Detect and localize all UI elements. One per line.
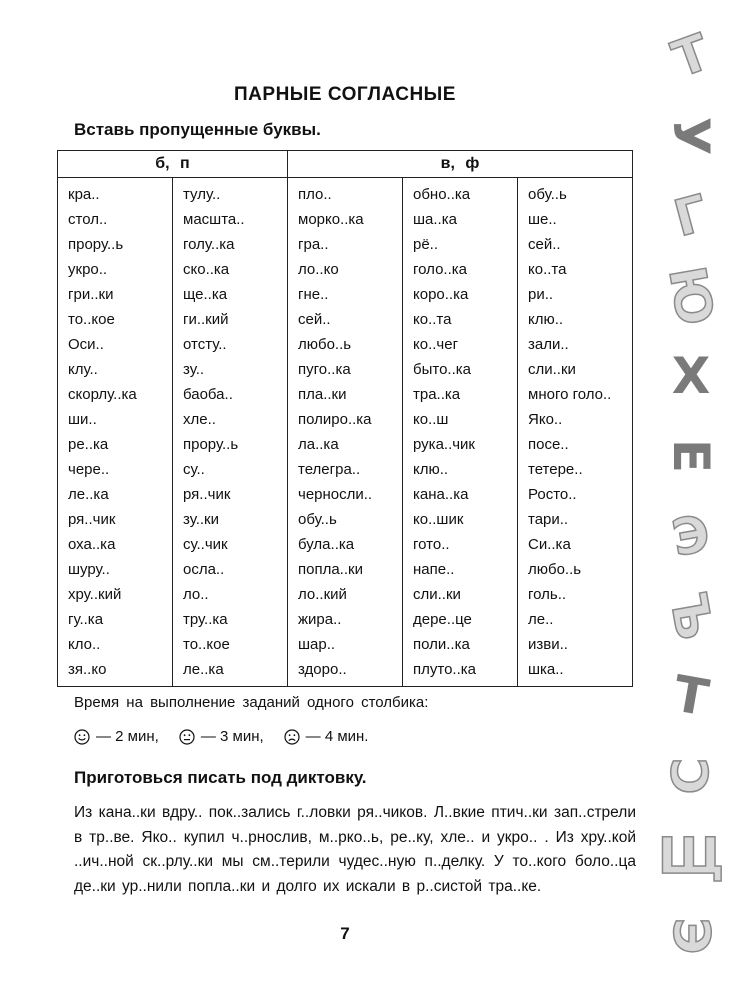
table-cell: изви.. — [518, 632, 633, 657]
table-cell: напе.. — [403, 557, 518, 582]
table-cell: скорлу..ка — [58, 382, 173, 407]
table-cell: ре..ка — [58, 432, 173, 457]
table-cell: баоба.. — [173, 382, 288, 407]
time-legend — [74, 728, 368, 745]
neutral-face-icon — [179, 729, 195, 745]
table-cell: коро..ка — [403, 282, 518, 307]
sad-face-icon — [284, 729, 300, 745]
table-cell: кло.. — [58, 632, 173, 657]
table-cell: клю.. — [403, 457, 518, 482]
table-header-row — [58, 151, 633, 178]
table-row — [58, 632, 633, 657]
dictation-title: Приготовься писать под диктовку. — [74, 768, 367, 787]
table-row — [58, 507, 633, 532]
legend-text-2-min: — 2 мин, — [96, 728, 159, 745]
table-cell: хру..кий — [58, 582, 173, 607]
table-cell: Яко.. — [518, 407, 633, 432]
table-cell: голо..ка — [403, 257, 518, 282]
table-row — [58, 532, 633, 557]
table-cell: сли..ки — [403, 582, 518, 607]
table-row — [58, 582, 633, 607]
side-letter: С — [662, 757, 720, 795]
table-cell: ря..чик — [58, 507, 173, 532]
table-cell: рё.. — [403, 232, 518, 257]
header-b-p: б, п — [58, 151, 288, 178]
table-row — [58, 407, 633, 432]
side-letter: Щ — [657, 827, 725, 885]
table-row — [58, 178, 633, 208]
side-letter: Т — [669, 664, 713, 728]
table-cell: обу..ь — [518, 178, 633, 208]
side-letters-decoration — [655, 18, 727, 988]
table-cell: ко..та — [518, 257, 633, 282]
table-cell: ла..ка — [288, 432, 403, 457]
table-cell: ле..ка — [58, 482, 173, 507]
table-cell: зя..ко — [58, 657, 173, 687]
table-cell: зу.. — [173, 357, 288, 382]
table-cell: масшта.. — [173, 207, 288, 232]
table-cell: гри..ки — [58, 282, 173, 307]
table-cell: обно..ка — [403, 178, 518, 208]
table-cell: тари.. — [518, 507, 633, 532]
table-cell: полиро..ка — [288, 407, 403, 432]
table-cell: кра.. — [58, 178, 173, 208]
side-letter: Т — [665, 22, 717, 90]
table-cell: осла.. — [173, 557, 288, 582]
table-cell: стол.. — [58, 207, 173, 232]
table-cell: оха..ка — [58, 532, 173, 557]
dictation-text: Из кана..ки вдру.. пок..зались г..ловки ря..чиков. Л..вкие птич..ки зап..стрели в тр..ве. Яко.. купил ч..рнослив, м..рко..ь, ре..ку, хле.. и укро.. . Из хру..кой ..ич..ной ск..рлу..ки мы см..терили чудес..ную п..делку. У то..кого боло..ца де..ки ур..нили попла..ки и долго их искали в р..систой тра..ке. — [74, 804, 636, 895]
side-letter: Г — [668, 183, 714, 249]
table-cell: клу.. — [58, 357, 173, 382]
table-cell: поли..ка — [403, 632, 518, 657]
table-row — [58, 457, 633, 482]
table-cell: шуру.. — [58, 557, 173, 582]
table-cell: була..ка — [288, 532, 403, 557]
table-cell: прору..ь — [58, 232, 173, 257]
table-cell: много голо.. — [518, 382, 633, 407]
side-letter: Э — [662, 917, 720, 955]
table-cell: гото.. — [403, 532, 518, 557]
table-row — [58, 307, 633, 332]
table-cell: тулу.. — [173, 178, 288, 208]
table-cell: шка.. — [518, 657, 633, 687]
table-cell: тра..ка — [403, 382, 518, 407]
table-cell: тру..ка — [173, 607, 288, 632]
table-row — [58, 207, 633, 232]
table-cell: пуго..ка — [288, 357, 403, 382]
table-cell: су..чик — [173, 532, 288, 557]
table-cell: быто..ка — [403, 357, 518, 382]
table-row — [58, 357, 633, 382]
side-letter: Е — [662, 438, 720, 474]
table-cell: су.. — [173, 457, 288, 482]
table-cell: укро.. — [58, 257, 173, 282]
table-cell: хле.. — [173, 407, 288, 432]
table-cell: плуто..ка — [403, 657, 518, 687]
side-letter: Э — [667, 504, 715, 568]
table-cell: ско..ка — [173, 257, 288, 282]
table-cell: попла..ки — [288, 557, 403, 582]
table-cell: ле..ка — [173, 657, 288, 687]
table-cell: зу..ки — [173, 507, 288, 532]
table-cell: ря..чик — [173, 482, 288, 507]
table-cell: ле.. — [518, 607, 633, 632]
table-row — [58, 607, 633, 632]
table-cell: гу..ка — [58, 607, 173, 632]
table-cell: черносли.. — [288, 482, 403, 507]
table-row — [58, 282, 633, 307]
table-cell: ко..чег — [403, 332, 518, 357]
side-letter: Ъ — [658, 587, 724, 645]
table-row — [58, 657, 633, 687]
table-cell: сли..ки — [518, 357, 633, 382]
table-cell: сей.. — [288, 307, 403, 332]
table-cell: дере..це — [403, 607, 518, 632]
table-cell: ши.. — [58, 407, 173, 432]
table-cell: ло..кий — [288, 582, 403, 607]
header-v-f: в, ф — [288, 151, 633, 178]
legend-text-4-min: — 4 мин. — [305, 728, 369, 745]
side-letter: У — [662, 116, 720, 156]
table-cell: ко..шик — [403, 507, 518, 532]
table-body — [58, 178, 633, 687]
page-title: ПАРНЫЕ СОГЛАСНЫЕ — [234, 84, 456, 105]
table-cell: голь.. — [518, 582, 633, 607]
table-cell: отсту.. — [173, 332, 288, 357]
table-cell: здоро.. — [288, 657, 403, 687]
table-cell: тетере.. — [518, 457, 633, 482]
table-cell: то..кое — [173, 632, 288, 657]
table-cell: любо..ь — [288, 332, 403, 357]
table-cell: ло.. — [173, 582, 288, 607]
table-cell: гра.. — [288, 232, 403, 257]
table-cell: телегра.. — [288, 457, 403, 482]
smiling-face-icon — [74, 729, 90, 745]
table-row — [58, 482, 633, 507]
table-row — [58, 257, 633, 282]
side-letter: Ю — [657, 262, 725, 330]
table-row — [58, 232, 633, 257]
table-cell: клю.. — [518, 307, 633, 332]
table-cell: пло.. — [288, 178, 403, 208]
table-cell: посе.. — [518, 432, 633, 457]
table-cell: Си..ка — [518, 532, 633, 557]
table-cell: морко..ка — [288, 207, 403, 232]
table-cell: ше.. — [518, 207, 633, 232]
table-cell: рука..чик — [403, 432, 518, 457]
page-number: 7 — [340, 924, 350, 943]
table-cell: ри.. — [518, 282, 633, 307]
task-instruction: Вставь пропущенные буквы. — [74, 120, 321, 139]
table-cell: любо..ь — [518, 557, 633, 582]
time-note: Время на выполнение заданий одного столбика: — [74, 694, 429, 711]
table-cell: голу..ка — [173, 232, 288, 257]
table-cell: гне.. — [288, 282, 403, 307]
table-cell: чере.. — [58, 457, 173, 482]
consonant-table — [57, 150, 633, 687]
table-cell: Росто.. — [518, 482, 633, 507]
table-cell: ко..ш — [403, 407, 518, 432]
side-letter: Х — [671, 347, 711, 405]
table-cell: ша..ка — [403, 207, 518, 232]
legend-text-3-min: — 3 мин, — [200, 728, 264, 745]
table-row — [58, 332, 633, 357]
table-cell: ло..ко — [288, 257, 403, 282]
table-cell: сей.. — [518, 232, 633, 257]
table-row — [58, 557, 633, 582]
table-cell: прору..ь — [173, 432, 288, 457]
table-row — [58, 382, 633, 407]
table-cell: ко..та — [403, 307, 518, 332]
table-cell: жира.. — [288, 607, 403, 632]
table-cell: Оси.. — [58, 332, 173, 357]
table-row — [58, 432, 633, 457]
table-cell: кана..ка — [403, 482, 518, 507]
table-cell: обу..ь — [288, 507, 403, 532]
table-cell: ги..кий — [173, 307, 288, 332]
table-cell: зали.. — [518, 332, 633, 357]
table-cell: ще..ка — [173, 282, 288, 307]
table-cell: шар.. — [288, 632, 403, 657]
table-cell: то..кое — [58, 307, 173, 332]
table-cell: пла..ки — [288, 382, 403, 407]
